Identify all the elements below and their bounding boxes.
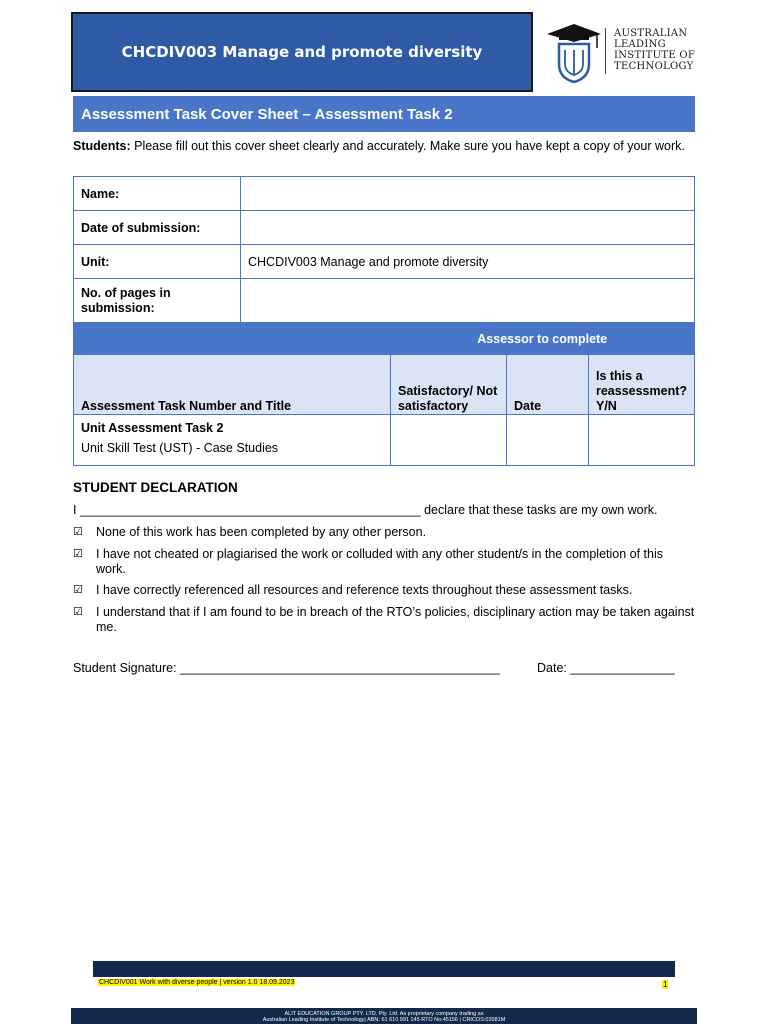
list-item: ☑ None of this work has been completed by any other person. [73, 525, 427, 539]
table-row [74, 245, 695, 279]
date-blank[interactable]: _______________ [570, 661, 675, 675]
submission-date-label: Date of submission: [74, 211, 241, 245]
signature-line: Student Signature: ______________________________________________ [73, 661, 500, 675]
section-title: Assessment Task Cover Sheet – Assessment Task 2 [73, 96, 695, 132]
list-item: ☑ I understand that if I am found to be in breach of the RTO’s policies, disciplinary action may be taken against me. [73, 605, 695, 634]
list-item: ☑ I have correctly referenced all resources and reference texts throughout these assessment tasks. [73, 583, 633, 597]
name-label: Name: [74, 177, 241, 211]
name-field[interactable] [241, 177, 695, 211]
task-cell [74, 415, 391, 466]
unit-label: Unit: [74, 245, 241, 279]
header-banner [71, 12, 533, 92]
table-row [74, 177, 695, 211]
signature-blank[interactable]: ______________________________________________ [180, 661, 500, 675]
company-footer: ALIT EDUCATION GROUP PTY. LTD. Pty. Ltd. As proprietary company trading as Australian Leading Institute of Technology| ABN: 61 610 991 145 RTO No:45156 | CRICOS:03981M [71, 1008, 697, 1024]
col-task-title: Assessment Task Number and Title [74, 355, 391, 415]
declaration-title: STUDENT DECLARATION [73, 480, 238, 495]
col-reassessment: Is this a reassessment? Y/N [588, 355, 694, 415]
intro-text [73, 139, 695, 154]
declaration-line: I _________________________________________________ declare that these tasks are my own work. [73, 503, 658, 517]
table-row [74, 324, 695, 355]
unit-value: CHCDIV003 Manage and promote diversity [241, 245, 695, 279]
col-satisfactory: Satisfactory/ Not satisfactory [390, 355, 506, 415]
task-subtitle: Unit Skill Test (UST) - Case Studies [81, 441, 279, 455]
assessor-table [73, 323, 695, 466]
checkbox-icon[interactable]: ☑ [73, 605, 83, 618]
table-row [74, 415, 695, 466]
page-number: 1 [663, 980, 668, 989]
footer-doc-info: CHCDIV001 Work with diverse people | version 1.0 18.09.2023 [99, 979, 295, 986]
logo-divider [605, 28, 606, 74]
intro-label: Students: [73, 139, 131, 153]
pages-label: No. of pages in submission: [74, 279, 241, 323]
satisfactory-cell[interactable] [390, 415, 506, 466]
submission-date-field[interactable] [241, 211, 695, 245]
checkbox-icon[interactable]: ☑ [73, 547, 83, 560]
intro-body: Please fill out this cover sheet clearly and accurately. Make sure you have kept a copy of your work. [130, 139, 685, 153]
col-date: Date [506, 355, 588, 415]
date-line: Date: _______________ [537, 661, 675, 675]
footer-bar [93, 961, 675, 977]
table-row [74, 279, 695, 323]
checkbox-icon[interactable]: ☑ [73, 525, 83, 538]
logo-wordmark: AUSTRALIAN LEADING INSTITUTE OF TECHNOLOGY [614, 28, 696, 72]
pages-field[interactable] [241, 279, 695, 323]
checkbox-icon[interactable]: ☑ [73, 583, 83, 596]
banner-title: CHCDIV003 Manage and promote diversity [121, 43, 483, 61]
reassessment-cell[interactable] [588, 415, 694, 466]
task-title: Unit Assessment Task 2 [81, 421, 224, 435]
table-row [74, 211, 695, 245]
table-row [74, 355, 695, 415]
assessor-header: Assessor to complete [390, 324, 694, 355]
student-info-table [73, 176, 695, 323]
name-blank[interactable]: _________________________________________________ [79, 503, 421, 517]
date-cell[interactable] [506, 415, 588, 466]
list-item: ☑ I have not cheated or plagiarised the work or colluded with any other student/s in the completion of this work. [73, 547, 663, 576]
